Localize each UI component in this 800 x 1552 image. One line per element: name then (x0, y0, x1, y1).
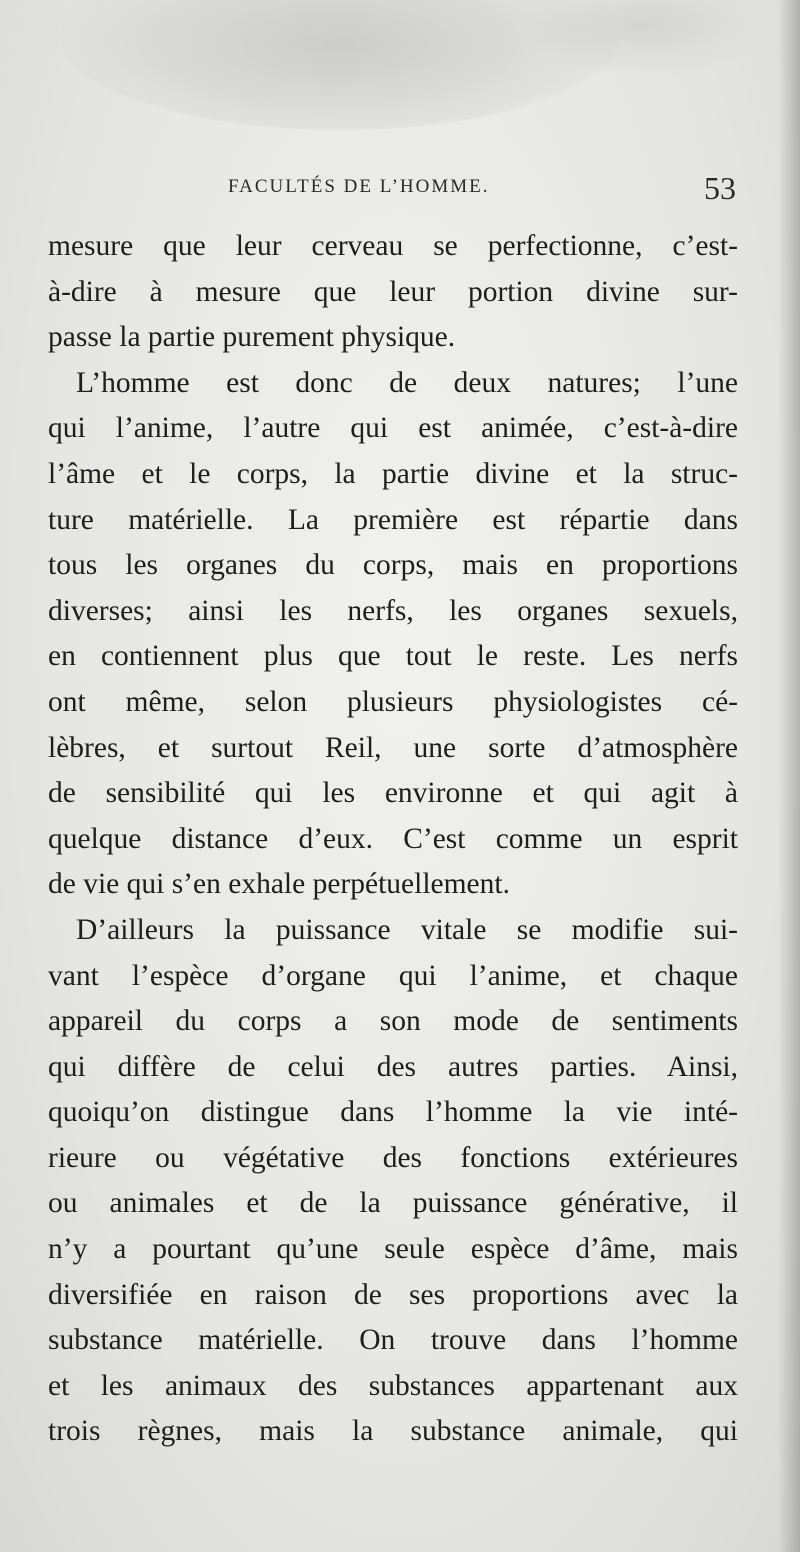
text-line: lèbres, et surtout Reil, une sorte d’atmosphère (48, 731, 738, 764)
text-line: qui diffère de celui des autres parties. Ainsi, (48, 1050, 738, 1083)
text-line: D’ailleurs la puissance vitale se modifie sui- (76, 913, 738, 946)
text-line: qui l’anime, l’autre qui est animée, c’est-à-dire (48, 412, 738, 445)
text-line: et les animaux des substances appartenant aux (48, 1369, 738, 1402)
text-line: rieure ou végétative des fonctions extérieures (48, 1141, 738, 1174)
page-header (48, 170, 736, 214)
text-line: de vie qui s’en exhale perpétuellement. (48, 868, 510, 901)
text-line: tous les organes du corps, mais en proportions (48, 549, 738, 582)
text-line: ont même, selon plusieurs physiologistes cé- (48, 685, 738, 718)
text-line: à-dire à mesure que leur portion divine sur- (48, 275, 738, 308)
text-line: quelque distance d’eux. C’est comme un esprit (48, 822, 738, 855)
text-line: passe la partie purement physique. (48, 321, 456, 354)
page-number: 53 (704, 170, 736, 206)
text-line: mesure que leur cerveau se perfectionne, c’est- (48, 230, 738, 262)
page-edge-shadow (778, 0, 800, 1552)
text-line: diversifiée en raison de ses proportions avec la (48, 1278, 738, 1311)
text-line: substance matérielle. On trouve dans l’homme (48, 1324, 738, 1357)
text-line: ou animales et de la puissance générative, il (48, 1187, 738, 1220)
text-line: L’homme est donc de deux natures; l’une (76, 366, 738, 399)
text-line: de sensibilité qui les environne et qui agit à (48, 777, 738, 810)
text-line: n’y a pourtant qu’une seule espèce d’âme, mais (48, 1233, 738, 1266)
text-line: quoiqu’on distingue dans l’homme la vie inté- (48, 1096, 738, 1129)
body-text (48, 224, 738, 1455)
text-line: trois règnes, mais la substance animale, qui (48, 1415, 738, 1448)
text-line: l’âme et le corps, la partie divine et la struc- (48, 457, 738, 490)
text-line: ture matérielle. La première est répartie dans (48, 503, 738, 536)
running-title: FACULTÉS DE L’HOMME. (228, 176, 490, 197)
text-line: vant l’espèce d’organe qui l’anime, et chaque (48, 959, 738, 992)
text-line: appareil du corps a son mode de sentiments (48, 1005, 738, 1038)
text-line: en contiennent plus que tout le reste. Les nerfs (48, 640, 738, 673)
text-line: diverses; ainsi les nerfs, les organes sexuels, (48, 594, 738, 627)
